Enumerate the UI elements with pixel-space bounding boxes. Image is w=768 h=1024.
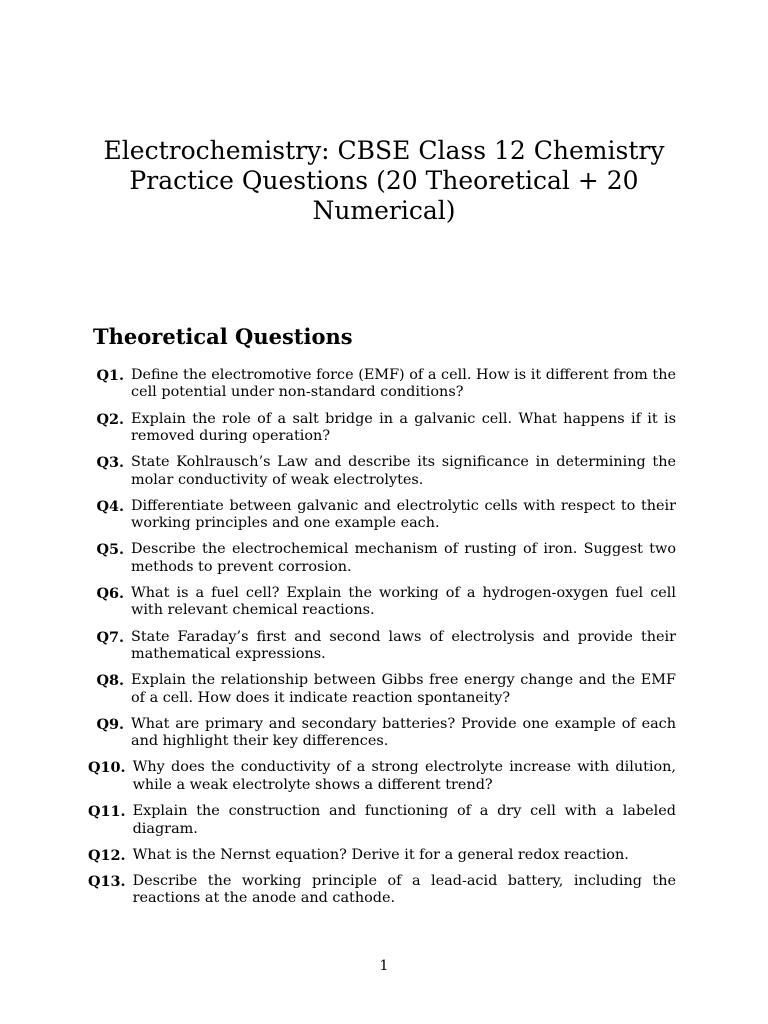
question-item: [88, 873, 676, 908]
question-number: Q11.: [88, 803, 126, 821]
question-item: [88, 847, 676, 864]
question-number: Q1.: [96, 367, 124, 384]
page-number: 1: [379, 958, 389, 974]
question-number: Q12.: [88, 846, 126, 864]
question-text: What is a fuel cell? Explain the working of a hydrogen-oxygen fuel cell with relevant chemical reactions.: [131, 585, 676, 619]
question-item: [88, 759, 676, 794]
question-item: [88, 716, 676, 751]
question-text: What are primary and secondary batteries? Provide one example of each and highlight their key differences.: [131, 715, 676, 750]
question-text: State Faraday’s first and second laws of electrolysis and provide their mathematical expressions.: [131, 628, 676, 663]
question-text: Define the electromotive force (EMF) of a cell. How is it different from the cell potential under non-standard conditions?: [131, 367, 676, 401]
question-text: Describe the electrochemical mechanism of rusting of iron. Suggest two methods to prevent corrosion.: [131, 541, 676, 575]
question-item: [88, 585, 676, 620]
question-number: Q7.: [96, 628, 124, 646]
question-number: Q6.: [96, 585, 124, 603]
question-item: [88, 629, 676, 664]
question-number: Q8.: [96, 672, 124, 690]
question-number: Q10.: [88, 759, 126, 777]
question-item: [88, 367, 676, 402]
question-number: Q5.: [96, 541, 124, 559]
question-text: Explain the relationship between Gibbs free energy change and the EMF of a cell. How does it indicate reaction spontaneity?: [131, 672, 676, 706]
question-text: Explain the role of a salt bridge in a galvanic cell. What happens if it is removed during operation?: [131, 410, 676, 445]
question-item: [88, 541, 676, 576]
question-text: Why does the conductivity of a strong electrolyte increase with dilution, while a weak electrolyte shows a different trend?: [132, 759, 676, 793]
question-text: State Kohlrausch’s Law and describe its significance in determining the molar conductivity of weak electrolytes.: [131, 454, 676, 488]
question-list: [88, 367, 676, 917]
question-item: [88, 454, 676, 489]
question-item: [88, 803, 676, 838]
question-number: Q9.: [96, 715, 124, 733]
question-text: Explain the construction and functioning of a dry cell with a labeled diagram.: [132, 803, 676, 837]
question-number: Q13.: [88, 872, 126, 890]
section-heading: Theoretical Questions: [93, 324, 353, 349]
question-number: Q4.: [96, 497, 124, 515]
question-text: Describe the working principle of a lead-acid battery, including the reactions at the anode and cathode.: [132, 872, 676, 907]
question-number: Q3.: [96, 454, 124, 472]
question-text: Differentiate between galvanic and electrolytic cells with respect to their working principles and one example each.: [131, 497, 676, 532]
question-item: [88, 498, 676, 533]
question-item: [88, 672, 676, 707]
question-number: Q2.: [96, 410, 124, 428]
question-item: [88, 411, 676, 446]
document-title: Electrochemistry: CBSE Class 12 Chemistry Practice Questions (20 Theoretical + 20 Numerical): [103, 136, 665, 225]
question-text: What is the Nernst equation? Derive it for a general redox reaction.: [132, 846, 629, 863]
